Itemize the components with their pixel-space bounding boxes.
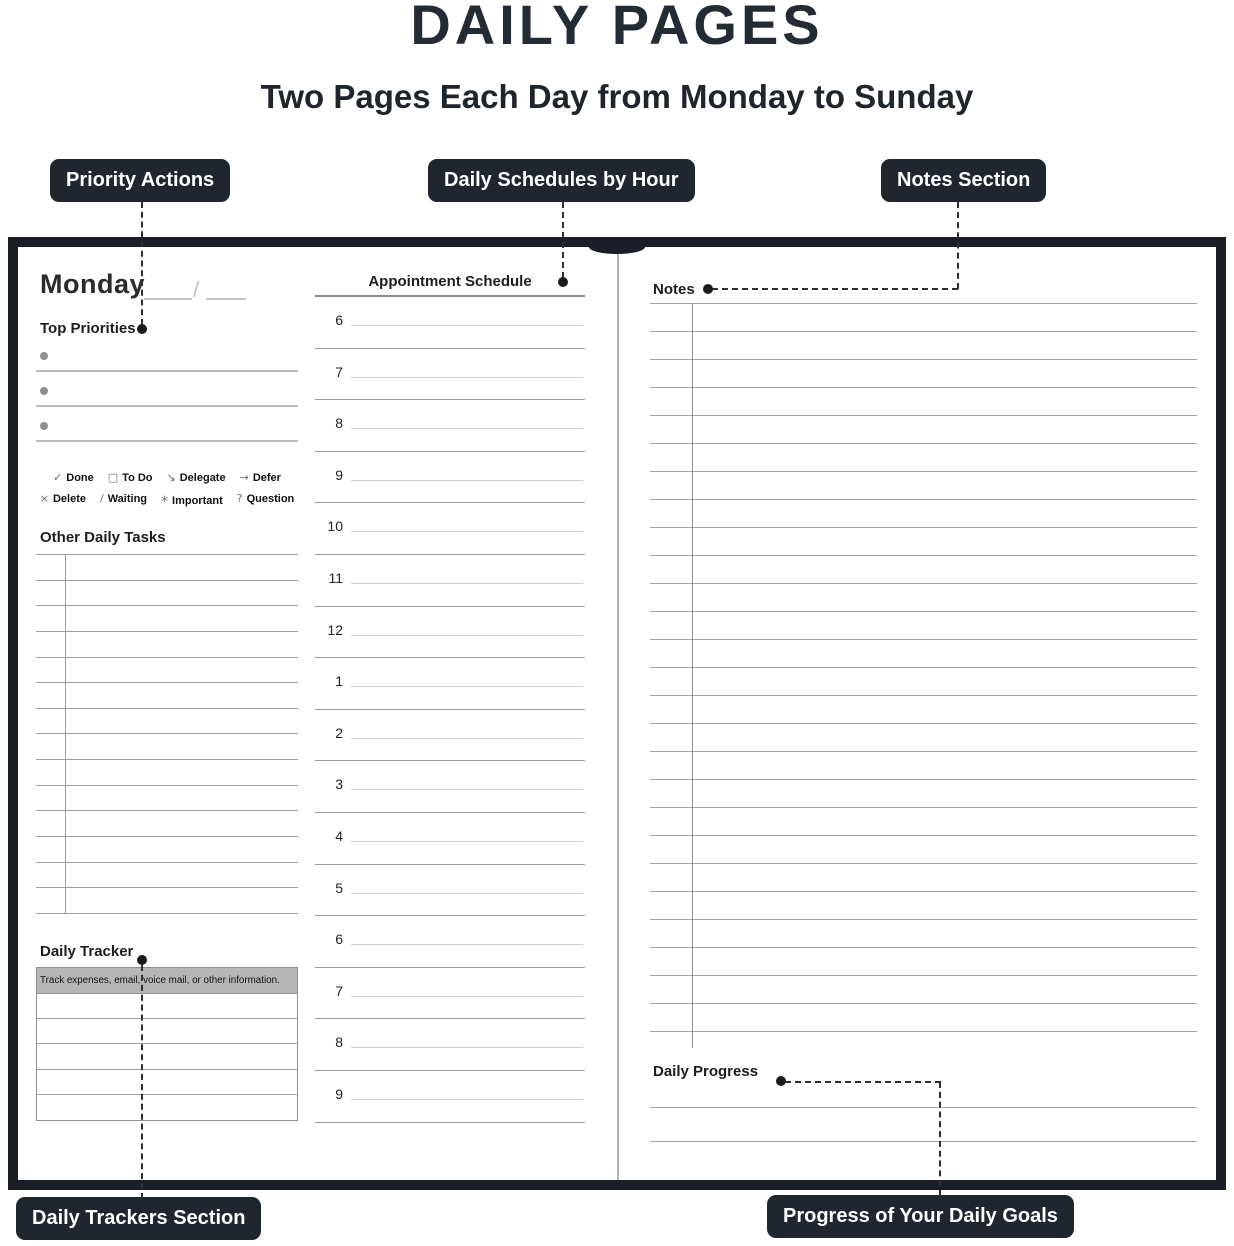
note-line [650, 807, 1197, 835]
hour-writing-line [351, 996, 583, 997]
daily-progress-title: Daily Progress [653, 1063, 759, 1080]
hour-writing-line [351, 738, 583, 739]
note-line [650, 723, 1197, 751]
callout-daily-goals-progress: Progress of Your Daily Goals [767, 1195, 1074, 1238]
hour-writing-line [351, 480, 583, 481]
task-line [36, 709, 298, 735]
connector-tracker-line [141, 965, 143, 1199]
schedule-hour-row [315, 503, 585, 555]
task-line [36, 760, 298, 786]
task-line [36, 606, 298, 632]
hour-writing-line [351, 635, 583, 636]
hour-writing-line [351, 841, 583, 842]
other-daily-tasks-title: Other Daily Tasks [40, 529, 166, 546]
hour-writing-line [351, 428, 583, 429]
hour-label: 9 [335, 1085, 343, 1102]
hour-label: 4 [335, 827, 343, 844]
priority-line [36, 407, 298, 442]
priorities-list [36, 337, 298, 442]
connector-notes-line-vertical [957, 202, 959, 289]
callout-daily-schedules: Daily Schedules by Hour [428, 159, 695, 202]
hour-label: 8 [335, 1034, 343, 1051]
connector-schedule-line [562, 202, 564, 278]
legend-label: Question [246, 493, 295, 505]
hour-label: 6 [335, 312, 343, 328]
hour-label: 12 [327, 621, 343, 638]
schedule-hour-row [315, 555, 585, 607]
note-line [650, 667, 1197, 695]
tracker-table [36, 967, 298, 1121]
legend-item [161, 492, 223, 508]
note-line [650, 583, 1197, 611]
hour-writing-line [351, 1047, 583, 1048]
note-line [650, 527, 1197, 555]
arrow-southeast-icon: ↘ [166, 471, 176, 484]
schedule-hour-row [315, 297, 585, 349]
connector-schedule-dot [558, 277, 568, 287]
note-line [650, 1031, 1197, 1059]
page-spine-divider [617, 247, 619, 1180]
note-line [650, 331, 1197, 359]
task-line [36, 658, 298, 684]
check-icon: ✓ [53, 471, 63, 484]
note-line [650, 695, 1197, 723]
hour-writing-line [351, 1099, 583, 1100]
legend-item [240, 471, 281, 484]
note-line [650, 863, 1197, 891]
note-line [650, 835, 1197, 863]
schedule-hour-row [315, 349, 585, 401]
tracker-row [37, 994, 297, 1019]
hour-label: 11 [328, 569, 343, 586]
schedule-hour-row [315, 1071, 585, 1123]
hour-label: 9 [335, 466, 343, 483]
legend-label: Delete [52, 493, 86, 505]
cross-icon: × [39, 492, 49, 505]
legend-label: Waiting [107, 493, 148, 505]
schedule-grid [315, 295, 585, 1123]
hour-label: 2 [335, 724, 343, 741]
legend-item [167, 471, 226, 484]
schedule-hour-row [315, 916, 585, 968]
task-line [36, 683, 298, 709]
note-line [650, 1003, 1197, 1031]
note-line [650, 471, 1197, 499]
top-priorities-title: Top Priorities [40, 320, 136, 337]
page-title: DAILY PAGES [410, 0, 824, 56]
note-line [650, 975, 1197, 1003]
note-line [650, 751, 1197, 779]
note-line [650, 891, 1197, 919]
task-line [36, 863, 298, 889]
legend-label: Important [172, 495, 223, 507]
connector-progress-dot [776, 1076, 786, 1086]
task-line [36, 888, 298, 914]
notes-lines [650, 303, 1197, 1059]
callout-priority-actions: Priority Actions [50, 159, 230, 202]
notes-title: Notes [653, 281, 695, 298]
note-line [650, 947, 1197, 975]
priority-line [36, 372, 298, 407]
hour-writing-line [351, 531, 583, 532]
hour-label: 1 [335, 673, 343, 690]
square-icon: □ [107, 471, 119, 484]
question-icon: ? [236, 492, 243, 505]
slash-icon: / [99, 492, 104, 505]
day-heading: Monday [40, 269, 146, 299]
task-line [36, 786, 298, 812]
schedule-hour-row [315, 865, 585, 917]
schedule-hour-row [315, 761, 585, 813]
hour-label: 5 [335, 879, 343, 896]
connector-notes-line-horizontal [712, 288, 958, 290]
page-subtitle: Two Pages Each Day from Monday to Sunday [260, 78, 974, 115]
callout-notes-section: Notes Section [881, 159, 1046, 202]
hour-label: 6 [335, 931, 343, 948]
schedule-hour-row [315, 607, 585, 659]
arrow-right-icon: → [239, 471, 249, 484]
tasks-checkbox-column-line [65, 554, 66, 914]
tracker-header-row: Track expenses, email, voice mail, or other information. [37, 968, 297, 994]
task-line [36, 734, 298, 760]
hour-writing-line [351, 893, 583, 894]
star-icon: * [161, 494, 169, 510]
note-line [650, 555, 1197, 583]
hour-writing-line [351, 686, 583, 687]
connector-progress-line-vertical [939, 1082, 941, 1196]
note-line [650, 919, 1197, 947]
task-line [36, 837, 298, 863]
note-line [650, 443, 1197, 471]
note-line [650, 639, 1197, 667]
note-line [650, 499, 1197, 527]
tracker-row [37, 1070, 297, 1095]
date-separator: / [193, 277, 200, 302]
schedule-hour-row [315, 452, 585, 504]
task-line [36, 632, 298, 658]
note-line [650, 359, 1197, 387]
schedule-hour-row [315, 1019, 585, 1071]
connector-tracker-dot [137, 955, 147, 965]
hour-label: 8 [335, 415, 343, 432]
task-line [36, 555, 298, 581]
hour-label: 3 [335, 776, 343, 793]
legend-label: Done [66, 472, 94, 484]
hour-writing-line [351, 325, 583, 326]
legend-label: To Do [122, 472, 153, 484]
legend-item [100, 492, 147, 508]
date-blank-day [206, 298, 246, 300]
daily-tracker-title: Daily Tracker [40, 943, 134, 960]
connector-progress-line-horizontal [785, 1081, 941, 1083]
legend [33, 471, 301, 516]
tracker-row [37, 1019, 297, 1044]
legend-item [237, 492, 295, 508]
legend-item [53, 471, 94, 484]
note-line [650, 303, 1197, 331]
connector-notes-dot [703, 284, 713, 294]
schedule-hour-row [315, 813, 585, 865]
hour-label: 7 [335, 363, 343, 380]
callout-daily-trackers: Daily Trackers Section [16, 1197, 261, 1240]
hour-writing-line [351, 583, 583, 584]
tasks-grid [36, 554, 298, 914]
hour-label: 7 [335, 982, 343, 999]
legend-row [33, 492, 301, 508]
tracker-row [37, 1095, 297, 1120]
legend-label: Defer [252, 472, 281, 484]
hour-writing-line [351, 789, 583, 790]
hour-label: 10 [327, 518, 343, 535]
appointment-schedule-title: Appointment Schedule [368, 273, 532, 290]
progress-line [650, 1141, 1197, 1175]
notes-margin-line [692, 303, 693, 1048]
task-line [36, 581, 298, 607]
tracker-rows [37, 994, 297, 1120]
hour-writing-line [351, 377, 583, 378]
hour-writing-line [351, 944, 583, 945]
schedule-hour-row [315, 968, 585, 1020]
schedule-hour-row [315, 710, 585, 762]
schedule-hour-row [315, 400, 585, 452]
legend-row [33, 471, 301, 484]
note-line [650, 779, 1197, 807]
tracker-row [37, 1044, 297, 1069]
date-blank-month [144, 298, 192, 300]
legend-item [40, 492, 86, 508]
legend-item [108, 471, 153, 484]
progress-line [650, 1107, 1197, 1141]
connector-priority-dot [137, 324, 147, 334]
connector-priority-line [141, 202, 143, 325]
legend-label: Delegate [179, 472, 226, 484]
schedule-hour-row [315, 658, 585, 710]
task-line [36, 811, 298, 837]
progress-lines [650, 1107, 1197, 1175]
note-line [650, 387, 1197, 415]
note-line [650, 415, 1197, 443]
note-line [650, 611, 1197, 639]
priority-line [36, 337, 298, 372]
